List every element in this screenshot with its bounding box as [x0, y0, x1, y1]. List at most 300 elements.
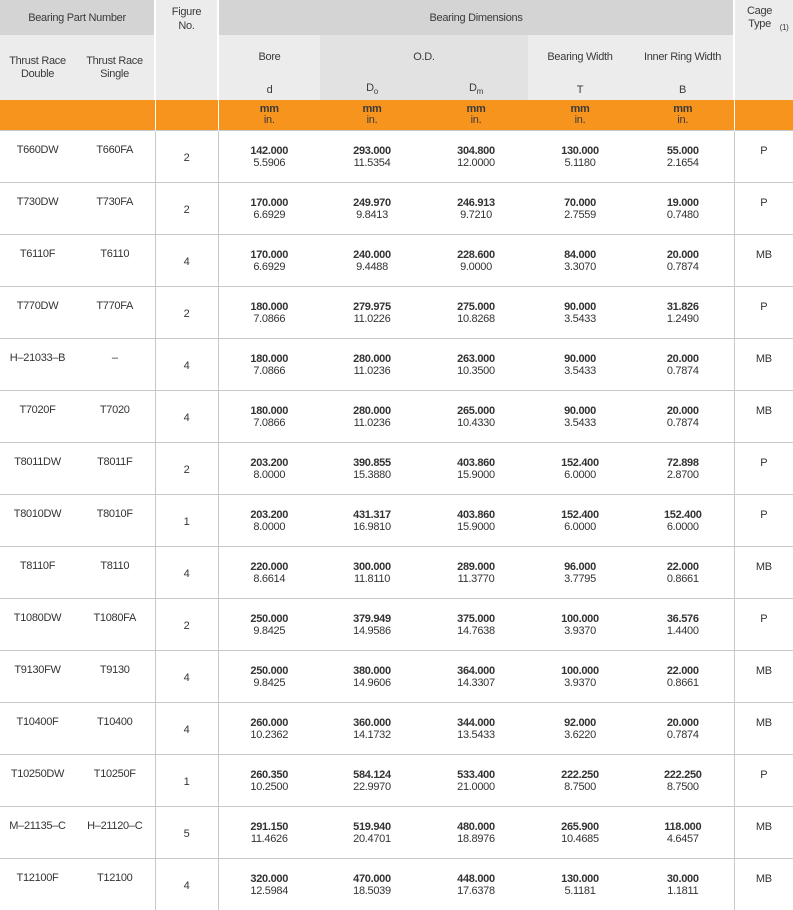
- thrust-double-cell: [0, 859, 75, 910]
- Do-mm: 249.970: [320, 197, 424, 209]
- d-mm: 291.150: [219, 821, 321, 833]
- cage-cell: [734, 807, 793, 859]
- figure-cell: [155, 807, 218, 859]
- table-row: [0, 755, 793, 807]
- d-in: 12.5984: [219, 885, 321, 897]
- cage-cell: [734, 755, 793, 807]
- Dm-cell: [424, 859, 528, 910]
- figure-no: 4: [184, 568, 190, 580]
- B-cell: [632, 339, 734, 391]
- thrust-double-cell: [0, 131, 75, 183]
- Do-cell: [320, 703, 424, 755]
- figure-cell: [155, 547, 218, 599]
- cage-cell: [734, 287, 793, 339]
- d-cell: [218, 391, 320, 443]
- T-in: 8.7500: [528, 781, 632, 793]
- figure-cell: [155, 651, 218, 703]
- B-in: 0.7874: [632, 417, 734, 429]
- B-in: 0.7874: [632, 729, 734, 741]
- Do-mm: 240.000: [320, 249, 424, 261]
- B-mm: 55.000: [632, 145, 734, 157]
- Dm-mm: 403.860: [424, 509, 528, 521]
- T-cell: [528, 443, 632, 495]
- T-in: 3.7795: [528, 573, 632, 585]
- Dm-in: 11.3770: [424, 573, 528, 585]
- d-cell: [218, 651, 320, 703]
- B-mm: 152.400: [632, 509, 734, 521]
- figure-cell: [155, 443, 218, 495]
- table-row: [0, 339, 793, 391]
- d-in: 5.5906: [219, 157, 321, 169]
- figure-cell: [155, 339, 218, 391]
- table-row: [0, 599, 793, 651]
- B-cell: [632, 599, 734, 651]
- sym-Do-sub: o: [374, 88, 378, 97]
- T-mm: 96.000: [528, 561, 632, 573]
- Do-cell: [320, 547, 424, 599]
- B-mm: 20.000: [632, 249, 734, 261]
- part-double: M–21135–C: [9, 820, 65, 832]
- units-d: [218, 100, 320, 131]
- Do-in: 22.9970: [320, 781, 424, 793]
- Do-in: 11.5354: [320, 157, 424, 169]
- d-cell: [218, 807, 320, 859]
- cage-type: P: [760, 457, 767, 469]
- table-row: [0, 547, 793, 599]
- table-row: [0, 703, 793, 755]
- thrust-single-cell: [75, 443, 155, 495]
- cage-cell: [734, 703, 793, 755]
- Do-cell: [320, 859, 424, 910]
- T-cell: [528, 391, 632, 443]
- Do-cell: [320, 287, 424, 339]
- Do-in: 20.4701: [320, 833, 424, 845]
- part-double: T9130FW: [14, 664, 60, 676]
- Dm-cell: [424, 443, 528, 495]
- cage-cell: [734, 183, 793, 235]
- d-in: 9.8425: [219, 625, 321, 637]
- Do-in: 11.0226: [320, 313, 424, 325]
- d-cell: [218, 755, 320, 807]
- sym-d: d: [218, 79, 320, 100]
- cage-type: P: [760, 301, 767, 313]
- T-cell: [528, 235, 632, 287]
- Do-mm: 584.124: [320, 769, 424, 781]
- B-mm: 20.000: [632, 353, 734, 365]
- part-double: T10400F: [17, 716, 59, 728]
- part-single: H–21120–C: [87, 820, 142, 832]
- thrust-double-cell: [0, 443, 75, 495]
- Dm-mm: 304.800: [424, 145, 528, 157]
- cage-cell: [734, 339, 793, 391]
- B-in: 8.7500: [632, 781, 734, 793]
- thrust-single-cell: [75, 391, 155, 443]
- thrust-single-cell: [75, 547, 155, 599]
- table-row: [0, 131, 793, 183]
- table-row: [0, 183, 793, 235]
- Do-cell: [320, 599, 424, 651]
- cage-cell: [734, 599, 793, 651]
- sym-Dm-base: D: [469, 82, 477, 94]
- Do-mm: 470.000: [320, 873, 424, 885]
- B-mm: 72.898: [632, 457, 734, 469]
- bearing-width-header: Bearing Width: [528, 35, 632, 79]
- units-empty-3: [155, 100, 218, 131]
- Do-cell: [320, 755, 424, 807]
- thrust-double-cell: [0, 755, 75, 807]
- cage-type: MB: [756, 717, 772, 729]
- B-mm: 20.000: [632, 717, 734, 729]
- part-double: T770DW: [17, 300, 59, 312]
- cage-cell: [734, 495, 793, 547]
- part-double: T8110F: [20, 560, 55, 572]
- units-empty-cage: [734, 100, 793, 131]
- B-in: 2.1654: [632, 157, 734, 169]
- thrust-single-cell: [75, 599, 155, 651]
- cage-type: MB: [756, 405, 772, 417]
- Dm-cell: [424, 183, 528, 235]
- T-cell: [528, 495, 632, 547]
- T-mm: 152.400: [528, 509, 632, 521]
- figure-no: 2: [184, 152, 190, 164]
- B-cell: [632, 807, 734, 859]
- Dm-mm: 403.860: [424, 457, 528, 469]
- figure-no: 4: [184, 412, 190, 424]
- B-in: 2.8700: [632, 469, 734, 481]
- Do-cell: [320, 651, 424, 703]
- d-in: 8.6614: [219, 573, 321, 585]
- d-cell: [218, 859, 320, 910]
- Do-cell: [320, 339, 424, 391]
- thrust-single-header: [75, 35, 155, 100]
- Dm-cell: [424, 339, 528, 391]
- inner-ring-width-header: Inner Ring Width: [632, 35, 734, 79]
- d-in: 11.4626: [219, 833, 321, 845]
- T-mm: 130.000: [528, 145, 632, 157]
- Do-mm: 360.000: [320, 717, 424, 729]
- sym-Dm-sub: m: [477, 88, 483, 97]
- Dm-in: 12.0000: [424, 157, 528, 169]
- part-single: T8010F: [97, 508, 133, 520]
- table-row: [0, 443, 793, 495]
- T-in: 3.9370: [528, 625, 632, 637]
- d-mm: 250.000: [219, 613, 321, 625]
- cage-type: MB: [756, 353, 772, 365]
- B-in: 1.4400: [632, 625, 734, 637]
- part-single: T8011F: [97, 456, 132, 468]
- B-in: 4.6457: [632, 833, 734, 845]
- B-cell: [632, 443, 734, 495]
- T-in: 3.3070: [528, 261, 632, 273]
- Dm-cell: [424, 131, 528, 183]
- B-cell: [632, 651, 734, 703]
- d-cell: [218, 599, 320, 651]
- Dm-in: 9.7210: [424, 209, 528, 221]
- Dm-in: 10.8268: [424, 313, 528, 325]
- thrust-single-label: Thrust Race Single: [84, 55, 146, 81]
- Do-mm: 519.940: [320, 821, 424, 833]
- cage-type: MB: [756, 249, 772, 261]
- T-mm: 90.000: [528, 301, 632, 313]
- Dm-mm: 480.000: [424, 821, 528, 833]
- part-single: T730FA: [96, 196, 133, 208]
- Dm-mm: 263.000: [424, 353, 528, 365]
- T-cell: [528, 859, 632, 910]
- B-mm: 222.250: [632, 769, 734, 781]
- T-cell: [528, 547, 632, 599]
- figure-no: 2: [184, 620, 190, 632]
- sym-B: B: [632, 79, 734, 100]
- Do-in: 11.0236: [320, 365, 424, 377]
- Dm-cell: [424, 235, 528, 287]
- part-single: T770FA: [96, 300, 133, 312]
- unit-in: in.: [264, 114, 275, 126]
- d-in: 6.6929: [219, 209, 321, 221]
- d-mm: 260.350: [219, 769, 321, 781]
- cage-type: MB: [756, 665, 772, 677]
- Dm-cell: [424, 287, 528, 339]
- part-double: T6110F: [20, 248, 55, 260]
- Do-cell: [320, 183, 424, 235]
- T-in: 3.5433: [528, 365, 632, 377]
- figure-cell: [155, 391, 218, 443]
- thrust-double-cell: [0, 235, 75, 287]
- d-in: 8.0000: [219, 469, 321, 481]
- d-cell: [218, 235, 320, 287]
- part-double: T10250DW: [11, 768, 64, 780]
- units-empty-2: [75, 100, 155, 131]
- B-mm: 22.000: [632, 665, 734, 677]
- figure-no: 4: [184, 256, 190, 268]
- T-in: 5.1180: [528, 157, 632, 169]
- T-in: 6.0000: [528, 521, 632, 533]
- figure-no: 2: [184, 204, 190, 216]
- part-double: T8011DW: [14, 456, 61, 468]
- units-T: [528, 100, 632, 131]
- Dm-in: 13.5433: [424, 729, 528, 741]
- Do-mm: 390.855: [320, 457, 424, 469]
- T-cell: [528, 287, 632, 339]
- T-mm: 70.000: [528, 197, 632, 209]
- T-mm: 100.000: [528, 613, 632, 625]
- Dm-mm: 289.000: [424, 561, 528, 573]
- cage-cell: [734, 235, 793, 287]
- unit-mm: mm: [467, 103, 486, 115]
- thrust-double-cell: [0, 807, 75, 859]
- table-row: [0, 495, 793, 547]
- thrust-double-cell: [0, 547, 75, 599]
- Dm-mm: 375.000: [424, 613, 528, 625]
- figure-no: 4: [184, 880, 190, 892]
- unit-in: in.: [367, 114, 378, 126]
- d-mm: 170.000: [219, 197, 321, 209]
- T-mm: 152.400: [528, 457, 632, 469]
- Dm-cell: [424, 755, 528, 807]
- d-mm: 320.000: [219, 873, 321, 885]
- cage-cell: [734, 131, 793, 183]
- Dm-in: 21.0000: [424, 781, 528, 793]
- unit-mm: mm: [363, 103, 382, 115]
- Do-cell: [320, 131, 424, 183]
- bore-header: Bore: [218, 35, 320, 79]
- d-in: 10.2362: [219, 729, 321, 741]
- part-single: –: [112, 352, 118, 364]
- B-mm: 31.826: [632, 301, 734, 313]
- thrust-double-cell: [0, 703, 75, 755]
- Dm-in: 15.9000: [424, 521, 528, 533]
- d-cell: [218, 703, 320, 755]
- part-single: T1080FA: [93, 612, 136, 624]
- table-row: [0, 807, 793, 859]
- B-mm: 30.000: [632, 873, 734, 885]
- d-in: 9.8425: [219, 677, 321, 689]
- thrust-single-cell: [75, 807, 155, 859]
- part-single: T9130: [100, 664, 130, 676]
- Dm-in: 14.7638: [424, 625, 528, 637]
- thrust-double-label: Thrust Race Double: [7, 55, 69, 81]
- d-mm: 220.000: [219, 561, 321, 573]
- Do-cell: [320, 495, 424, 547]
- Dm-in: 9.0000: [424, 261, 528, 273]
- Dm-mm: 344.000: [424, 717, 528, 729]
- B-cell: [632, 755, 734, 807]
- d-cell: [218, 547, 320, 599]
- T-in: 3.5433: [528, 417, 632, 429]
- part-single: T10400: [97, 716, 133, 728]
- Do-cell: [320, 391, 424, 443]
- table-row: [0, 651, 793, 703]
- table-row: [0, 859, 793, 910]
- Dm-mm: 228.600: [424, 249, 528, 261]
- figure-no: 1: [184, 516, 190, 528]
- Do-cell: [320, 235, 424, 287]
- Do-mm: 300.000: [320, 561, 424, 573]
- cage-type: MB: [756, 873, 772, 885]
- B-mm: 22.000: [632, 561, 734, 573]
- cage-cell: [734, 651, 793, 703]
- thrust-double-cell: [0, 599, 75, 651]
- d-mm: 180.000: [219, 301, 321, 313]
- figure-no: 1: [184, 776, 190, 788]
- table-row: [0, 235, 793, 287]
- d-cell: [218, 443, 320, 495]
- Do-in: 16.9810: [320, 521, 424, 533]
- d-in: 7.0866: [219, 365, 321, 377]
- d-in: 8.0000: [219, 521, 321, 533]
- figure-no: 5: [184, 828, 190, 840]
- Do-in: 18.5039: [320, 885, 424, 897]
- figure-cell: [155, 859, 218, 910]
- figure-cell: [155, 131, 218, 183]
- Do-in: 14.9586: [320, 625, 424, 637]
- part-number-header: Bearing Part Number: [0, 0, 155, 35]
- d-mm: 203.200: [219, 509, 321, 521]
- d-cell: [218, 131, 320, 183]
- dimensions-header: Bearing Dimensions: [218, 0, 734, 35]
- B-mm: 36.576: [632, 613, 734, 625]
- Do-mm: 280.000: [320, 353, 424, 365]
- Dm-mm: 265.000: [424, 405, 528, 417]
- B-cell: [632, 547, 734, 599]
- cage-type: P: [760, 769, 767, 781]
- figure-cell: [155, 287, 218, 339]
- part-double: T660DW: [17, 144, 59, 156]
- figure-header: [155, 0, 218, 100]
- T-cell: [528, 651, 632, 703]
- d-mm: 180.000: [219, 353, 321, 365]
- d-cell: [218, 339, 320, 391]
- B-cell: [632, 495, 734, 547]
- part-single: T8110: [100, 560, 129, 572]
- figure-no: 2: [184, 308, 190, 320]
- unit-in: in.: [471, 114, 482, 126]
- d-mm: 250.000: [219, 665, 321, 677]
- figure-cell: [155, 183, 218, 235]
- cage-cell: [734, 859, 793, 910]
- Do-in: 11.8110: [320, 573, 424, 585]
- cage-type-label: Cage Type: [740, 5, 780, 31]
- unit-mm: mm: [260, 103, 279, 115]
- cage-type: P: [760, 509, 767, 521]
- B-in: 0.8661: [632, 677, 734, 689]
- Dm-mm: 275.000: [424, 301, 528, 313]
- Do-in: 14.9606: [320, 677, 424, 689]
- B-cell: [632, 235, 734, 287]
- B-in: 0.8661: [632, 573, 734, 585]
- Dm-in: 15.9000: [424, 469, 528, 481]
- figure-cell: [155, 495, 218, 547]
- T-cell: [528, 755, 632, 807]
- thrust-single-cell: [75, 703, 155, 755]
- d-cell: [218, 287, 320, 339]
- cage-note: (1): [780, 23, 789, 32]
- thrust-double-cell: [0, 495, 75, 547]
- d-in: 10.2500: [219, 781, 321, 793]
- part-single: T7020: [100, 404, 130, 416]
- T-in: 3.9370: [528, 677, 632, 689]
- sym-T: T: [528, 79, 632, 100]
- T-mm: 92.000: [528, 717, 632, 729]
- thrust-single-cell: [75, 495, 155, 547]
- T-in: 2.7559: [528, 209, 632, 221]
- thrust-single-cell: [75, 755, 155, 807]
- part-double: T730DW: [17, 196, 59, 208]
- part-double: T1080DW: [14, 612, 61, 624]
- Dm-cell: [424, 807, 528, 859]
- B-in: 0.7480: [632, 209, 734, 221]
- T-mm: 90.000: [528, 353, 632, 365]
- B-in: 1.2490: [632, 313, 734, 325]
- d-cell: [218, 183, 320, 235]
- thrust-single-cell: [75, 131, 155, 183]
- cage-type: P: [760, 197, 767, 209]
- d-in: 7.0866: [219, 417, 321, 429]
- B-in: 0.7874: [632, 261, 734, 273]
- Dm-mm: 448.000: [424, 873, 528, 885]
- thrust-double-header: [0, 35, 75, 100]
- units-B: [632, 100, 734, 131]
- T-cell: [528, 339, 632, 391]
- Do-cell: [320, 807, 424, 859]
- Do-in: 15.3880: [320, 469, 424, 481]
- figure-cell: [155, 703, 218, 755]
- Do-mm: 379.949: [320, 613, 424, 625]
- Dm-mm: 246.913: [424, 197, 528, 209]
- table-row: [0, 287, 793, 339]
- part-single: T10250F: [94, 768, 136, 780]
- part-single: T660FA: [96, 144, 133, 156]
- T-in: 6.0000: [528, 469, 632, 481]
